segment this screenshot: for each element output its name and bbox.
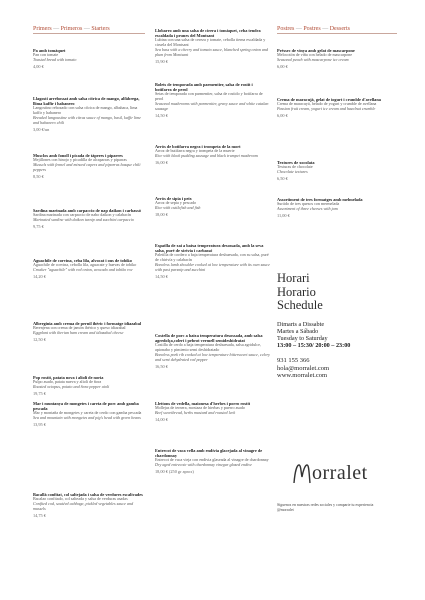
menu-item-es: Crema de maracuyá, helado de yogurt y crumble de avellana: [277, 101, 377, 106]
menu-item-price: 12,50 €: [33, 336, 46, 342]
schedule-title-es: Horario: [277, 284, 316, 299]
menu-item-ca: Sardina marinada amb carpaccio de nap daikon i carbassó: [33, 208, 141, 213]
menu-item: [155, 448, 270, 475]
menu-item: [33, 401, 145, 428]
desserts-header: Postres — Postres — Desserts: [277, 26, 397, 34]
menu-item-ca: Llobarro amb una salsa de cirera i tomàquet, ceba tendra escaldada i prunes del Montsant: [155, 28, 261, 38]
menu-item: [155, 196, 270, 218]
menu-item-ca: Albergínia amb crema de pernil ibèric i formatge idiazabal: [33, 321, 142, 326]
menu-item-price: 11,00 €: [277, 212, 290, 218]
menu-item-ca: Pa amb tomàquet: [33, 48, 66, 53]
menu-item-es: Mar y montaña de mongetes y careta de cerdo con gamba pescada: [33, 410, 142, 415]
menu-item-ca: Arròs de sipia i peix: [155, 196, 192, 201]
menu-item: [33, 96, 145, 133]
menu-item-ca: Bacallà confitat, col saltejada i salsa de verdures escalivades: [33, 492, 143, 497]
logo-text: orralet: [312, 462, 368, 484]
menu-item-ca: Llettons de vedella, maionesa d'herbes i porro rostit: [155, 401, 251, 406]
section-title-en: Starters: [91, 26, 110, 32]
menu-item-es: Paletilla de cordero a baja temperatura deshuesada, con su salsa, puré de chirivía y calabacín: [155, 252, 269, 262]
opening-hours: 13:00 – 15:30/ 20:00 – 23:00: [277, 342, 351, 350]
menu-item-es: Lubina con una salsa de cereza y tomate, cebolla tierna escaldada y ciruela del Montsant: [155, 37, 266, 47]
social-handle[interactable]: @morralet: [277, 507, 294, 512]
schedule-title-ca: Horari: [277, 271, 310, 285]
menu-item-price: 13,95 €: [33, 421, 46, 427]
schedule-block: [277, 272, 407, 380]
menu-item: [155, 243, 270, 280]
menu-item-en: Beef sweetbread, herbs mustard and roasted leek: [155, 409, 236, 415]
days-ca: Dimarts a Dissabte: [277, 320, 325, 328]
menu-item-price: 3,00 €/un: [33, 126, 50, 132]
menu-item-price: 6,00 €: [277, 112, 288, 118]
email-address[interactable]: hola@morralet.com: [277, 364, 330, 372]
menu-item: [155, 401, 270, 423]
menu-item-es: Berenjena con crema de jamón ibérico y queso idiazabal: [33, 325, 126, 330]
menu-item-price: 4,00 €: [33, 63, 44, 69]
menu-item-price: 16,00 €: [155, 159, 168, 165]
menu-item: [277, 97, 397, 119]
menu-item-price: 14,00 €: [155, 416, 168, 422]
mains-list: [155, 28, 270, 588]
menu-item-en: Rice with black pudding sausage and black trumpet mushroom: [155, 152, 258, 158]
menu-item: [155, 333, 270, 370]
menu-item-en: Mussels with fennel and minced capers and piparras basque chili peppers: [33, 161, 141, 172]
menu-item: [277, 160, 397, 182]
menu-item-ca: Arròs de botifarra negra i trompeta de la mort: [155, 144, 241, 149]
social-note: [277, 503, 377, 513]
menu-item-es: Arroz de butifarra negra y trompeta de la muerte: [155, 148, 235, 153]
menu-item-ca: Entrecot de vaca vella amb endívia glacejada al vinagre de chardonnay: [155, 448, 263, 458]
menu-item-es: Langostino rebozado con salsa cítrica de mango, albahaca, lima kaffir y habanero: [33, 105, 138, 115]
starters-column: [33, 26, 145, 597]
menu-item-es: Mejillones con hinojo y picadilla de alcaparras y piparras: [33, 157, 127, 162]
menu-item-en: Sea and mountain with mongetes and pig's head with green beans: [33, 414, 141, 420]
menu-item-price: 15,90 €: [155, 58, 168, 64]
menu-item-es: Pan con tomate: [33, 52, 59, 57]
menu-item: [33, 208, 145, 230]
menu-item: [155, 82, 270, 119]
starters-header: Primers — Primeros — Starters: [33, 26, 145, 34]
menu-item: [33, 375, 145, 397]
morralet-logo: [292, 459, 402, 487]
menu-item-en: Passion fruit cream, yogurt ice cream and hazelnut crumble: [277, 105, 376, 111]
menu-item-en: Seasonal mushrooms with parmentier, gravy sauce and white catalan sausage: [155, 100, 269, 111]
menu-item-en: Rice with cuttlefish and fish: [155, 204, 201, 210]
menu-item-es: Entrecot de vaca vieja con endivia glaseada al vinagre de chardonnay: [155, 457, 269, 462]
section-title-es: Primeros: [60, 26, 83, 32]
section-title-ca: Postres: [277, 26, 295, 32]
social-text: Síguenos en nuestras redes sociales y comparte tu experiencia: [277, 503, 374, 507]
menu-item-price: 18,00 € (250 gr aprox): [155, 468, 194, 474]
menu-item-price: 9,75 €: [33, 223, 44, 229]
desserts-column: [277, 26, 397, 277]
menu-item-es: Melocotón de viña con helado de mascarpone: [277, 52, 353, 57]
schedule-title-en: Schedule: [277, 298, 323, 312]
menu-item: [33, 492, 145, 519]
menu-item-es: Mollejas de ternera, mostaza de hierbas y puerro asado: [155, 405, 245, 410]
menu-item-en: Chocolate textures: [277, 168, 308, 174]
days-en: Tuesday to Saturday: [277, 334, 328, 342]
menu-item-ca: Llagostí arrebossat amb salsa cítrica de mango, alfàbrega, llima kaffir i habanero: [33, 96, 140, 106]
menu-item: [33, 48, 145, 70]
menu-item: [277, 197, 397, 219]
menu-item-ca: Musclos amb fonoll i picada de tàperes i piparres: [33, 153, 123, 158]
menu-item-price: 14,50 €: [155, 273, 168, 279]
section-title-ca: Primers: [33, 26, 52, 32]
menu-item-en: Dry aged entrecote with chardonnay vinegar glazed endive: [155, 461, 252, 467]
menu-item-price: 6,00 €: [277, 63, 288, 69]
menu-item-es: Pulpo asado, patata nueva y alioli de ñora: [33, 379, 102, 384]
menu-item-en: Confited cod, sautéed cabbage, pickled vegetables sauce and mussels: [33, 500, 134, 511]
menu-item-ca: Costella de porc a baixa temperatura desossada, amb salsa agredolça,coleri i pebrot vermell semideshidratat: [155, 333, 263, 343]
menu-item-es: Bacalao confitado, col salteada y salsa de verduras asadas: [33, 496, 128, 501]
menu-item: [155, 28, 270, 65]
menu-item-ca: Textures de xocolata: [277, 160, 315, 165]
menu-item-ca: Espatlla de xai a baixa temperatura desossada, amb la seva salsa, puré de xirivia i carbassó: [155, 243, 264, 253]
menu-item-es: Costilla de cerdo a baja temperatura deshuesada, salsa agridulce, apionabo y pimiento semi deshidratado: [155, 342, 261, 352]
phone-number[interactable]: 931 155 366: [277, 357, 310, 365]
website-link[interactable]: www.morralet.com: [277, 372, 328, 380]
menu-item-ca: Crema de maracujà, gelat de iogurt i crumble d'avellana: [277, 97, 381, 102]
starters-list: [33, 37, 145, 597]
section-title-es: Postres: [303, 26, 321, 32]
menu-item-es: Sardina marinada con carpaccio de nabo daikon y calabacín: [33, 212, 131, 217]
menu-item-en: Marinated sardine with daikon turnip and zucchini carpaccio: [33, 216, 134, 222]
menu-item-es: Setas de temporada con parmentier, salsa de rostido y botifarra de perol: [155, 91, 263, 101]
menu-item-price: 14,50 €: [155, 112, 168, 118]
menu-item: [33, 258, 145, 280]
menu-item-ca: Préssec de vinya amb gelat de mascarpone: [277, 48, 355, 53]
menu-item-price: 19,75 €: [33, 390, 46, 396]
menu-item-en: Toasted bread with tomato: [33, 56, 77, 62]
desserts-list: [277, 37, 397, 277]
menu-item-ca: Aguachile de corvina, ceba lila, alvocat i ous de tobiko: [33, 258, 132, 263]
menu-item-en: Roasted octopus, potato and ñora pepper aioli: [33, 383, 110, 389]
menu-item-en: Breaded langoustine with citrus sauce of mango, basil, kaffir lime and habanero chili: [33, 114, 141, 125]
menu-item-en: Seasonal peach with mascarpone ice cream: [277, 56, 349, 62]
menu-item-price: 6,50 €: [277, 175, 288, 181]
menu-item-ca: Assortiment de tres formatges amb melmelada: [277, 197, 363, 202]
menu-item: [33, 321, 145, 343]
menu-item-en: Assortment of three cheeses with jam: [277, 205, 338, 211]
menu-item-en: Croaker "aguachile" with red onion, avocado and tobiko roe: [33, 266, 133, 272]
menu-item-es: Texturas de chocolate: [277, 164, 313, 169]
menu-item-es: Arroz de sepia y pescado: [155, 200, 197, 205]
mains-column: [155, 28, 270, 588]
menu-item-ca: Bolets de temporada amb parmentier, salsa de rostit i botifarra de perol: [155, 82, 253, 92]
menu-item-en: Eggplant with iberian ham cream and idiazabal cheese: [33, 329, 124, 335]
menu-item-price: 8,50 €: [33, 173, 44, 179]
menu-item-price: 16,50 €: [155, 363, 168, 369]
menu-item-price: 14,75 €: [33, 512, 46, 518]
menu-item-ca: Mar i muntanya de mongetes i careta de porc amb gamba pescada: [33, 401, 139, 411]
days-es: Martes a Sábado: [277, 327, 319, 335]
menu-item-en: Boneless pork rib cooked at low temperature bittersweet sauce, celery and semi dehydrated red pepper: [155, 351, 270, 362]
menu-item-price: 14,20 €: [33, 273, 46, 279]
menu-item-en: Sea bass with a cherry and tomato sauce, blanched spring onion and plum from Montsant: [155, 46, 269, 57]
menu-item-price: 18,00 €: [155, 211, 168, 217]
menu-item: [33, 153, 145, 180]
menu-item: [277, 48, 397, 70]
menu-item-ca: Pop rostit, patata nova i alioli de noria: [33, 375, 104, 380]
section-title-en: Desserts: [329, 26, 351, 32]
menu-item-es: Aguachile de corvina, cebolla lila, aguacate y huevas de tobiko: [33, 262, 137, 267]
menu-item-en: Boneless lamb shoulder cooked at low temperature with its own sauce with past parsnip and zucchini: [155, 261, 270, 272]
menu-item-es: Surtido de tres quesos con mermelada: [277, 201, 340, 206]
menu-item: [155, 144, 270, 166]
